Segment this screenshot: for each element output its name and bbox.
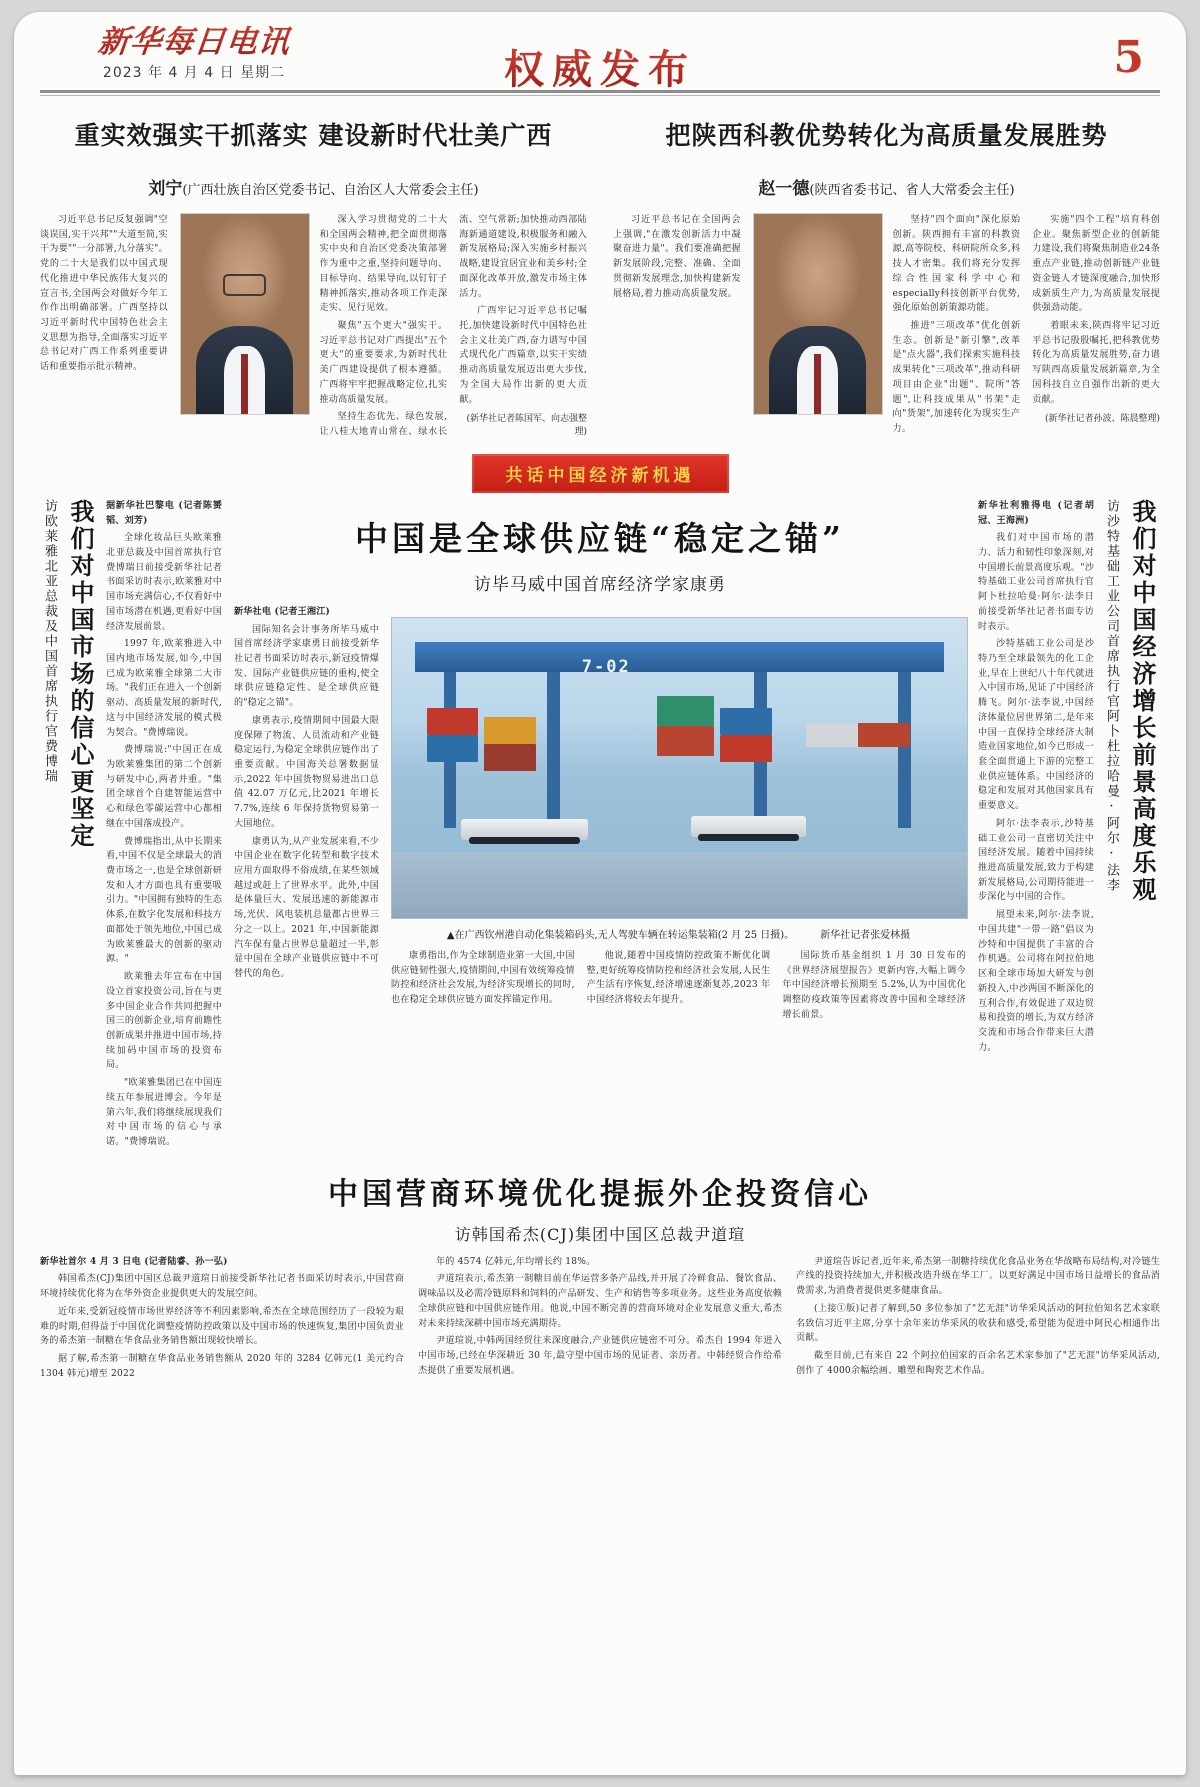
article-credit: (新华社记者孙波、陈晨整理) [1044,414,1160,425]
feature-column-1 [234,605,379,1023]
container-box [427,735,479,762]
paragraph: 1997 年,欧莱雅进入中国内地市场发展,如今,中国已成为欧莱雅全球第二大市场。"我们正在进入一个创新驱动、高质量发展的新时代,这与中国经济发展的模式极为契合。"费博瑞说。 [106,639,222,738]
paragraph: 阿尔·法李表示,沙特基础工业公司一直密切关注中国经济发展。随着中国持续推进高质量发展,致力于构建新发展格局,公司期待能进一步深化与中国的合作。 [978,818,1094,903]
paragraph: 据了解,希杰第一制糖在华食品业务销售额从 2020 年的 3284 亿韩元(1 美元约合 1304 韩元)增至 2022 [40,1354,404,1379]
byline-name: 刘宁 [148,179,183,199]
port-ground [392,852,967,918]
paragraph: 习近平总书记反复强调"空谈误国,实干兴邦""大道至简,实干为要""一分部署,九分落实"。党的二十大是我们以中国式现代化推进中华民族伟大复兴的宣言书,全国两会对做好今年工作作出明确部署。广西坚持以习近平新时代中国特色社会主义思想为指导,全面落实习近平总书记对广西工作系列重要讲话和重要指示批示精神。 [40,215,168,373]
paragraph: 费博瑞说:"中国正在成为欧莱雅集团的第二个创新与研发中心,两者并重。"集团全球首个自建智能运营中心和绿色零碳运营中心都相继在中国落成投产。 [106,745,222,829]
headline-shaanxi: 把陕西科教优势转化为高质量发展胜势 [665,121,1108,150]
paragraph: 尹道瑄告诉记者,近年来,希杰第一制糖持续优化食品业务在华战略布局结构,对冷链生产线的投资持续加大,并积极改造升级在华工厂。以更好满足中国市场日益增长的食品消费需求,为消费者提供更多健康食品。 [796,1256,1160,1297]
container-box [657,696,715,726]
article-body-shaanxi [613,213,1160,437]
paragraph: 广西牢记习近平总书记嘱托,加快建设新时代中国特色社会主义壮美广西,奋力谱写中国式现代化广西篇章,以实干实绩推动高质量发展迈出更大步伐,为全国大局作出新的更大贡献。 [459,306,587,405]
bottom-column-1 [40,1255,404,1385]
byline-title: (广西壮族自治区党委书记、自治区人大常委会主任) [182,183,479,198]
sidebar-right-sabic [978,499,1160,1153]
tie-shape [814,354,822,414]
paragraph: 习近平总书记在全国两会上强调,"在激发创新活力中凝聚奋进力量"。我们要准确把握新发展阶段,完整、准确、全面贯彻新发展理念,加快构建新发展格局,着力推动高质量发展。 [613,215,741,299]
paragraph: 康勇指出,作为全球制造业第一大国,中国供应链韧性强大,疫情期间,中国有效统筹疫情防控和经济社会发展,为经济实现增长的同时,也在稳定全球供应链方面发挥锚定作用。 [391,950,575,1005]
paragraph: 欧莱雅去年宣布在中国设立首家投资公司,旨在与更多中国企业合作共同把握中国三的创新企业,培育前瞻性创新成果并推进中国市场,持续加码中国市场的投资布局。 [106,972,222,1071]
masthead-divider-thin [40,95,1160,96]
paragraph: 截至目前,已有来自 22 个阿拉伯国家的百余名艺术家参加了"艺无涯"访华采风活动,创作了 4000余幅绘画、雕塑和陶瓷艺术作品。 [796,1351,1160,1376]
portrait-photo-liu-ning [180,213,310,415]
article-shaanxi [613,116,1160,440]
caption-text: ▲在广西钦州港自动化集装箱码头,无人驾驶车辆在转运集装箱(2 月 25 日摄)。 [446,929,795,941]
agv-vehicle [691,816,806,837]
paragraph: 费博瑞指出,从中长期来看,中国不仅是全球最大的消费市场之一,也是全球创新研发和人才方面也具有重要吸引力。"中国拥有独特的生态体系,在数字化发展和科技方面都处于领先地位,中国已成为欧莱雅最大的创新的驱动源。" [106,836,222,965]
sidebar-right-lead: 新华社利雅得电 (记者胡冠、王海洲) [978,499,1094,526]
paragraph: 坚持"四个面向"深化原始创新。陕西拥有丰富的科教资源,高等院校、科研院所众多,科技人才密集。我们将充分发挥综合性国家科学中心和especially科技创新平台优势,强化原始创新策源功能。 [892,215,1021,314]
bottom-subhead: 访韩国希杰(CJ)集团中国区总裁尹道瑄 [454,1224,746,1244]
masthead [14,12,1186,93]
sidebar-left-subhead: 访欧莱雅北亚总裁及中国首席执行官费博瑞 [42,498,57,784]
feature-photo-block [391,605,966,1023]
paragraph: 聚焦"五个更大"强实干。习近平总书记对广西提出"五个更大"的重要要求,为新时代壮美广西建设提供了根本遵循。广西将牢牢把握战略定位,扎实推动高质量发展。 [319,321,448,405]
container-box [427,708,479,735]
portrait-photo-zhao-yide [753,213,883,415]
paragraph: 沙特基础工业公司是沙特乃至全球最领先的化工企业,早在上世纪八十年代就进入中国市场,见证了中国经济腾飞。阿尔·法李说,中国经济体量位居世界第二,是年来中国一直保持全球经济大制造业国家地位,如今已形成一套全面贯通上下游的完整工业供应链体系。中国经济的稳定和发展对其他国家具有重要意义。 [978,639,1094,812]
paragraph: 全球化妆品巨头欧莱雅北亚总裁及中国首席执行官费博瑞日前接受新华社记者书面采访时表示,欧莱雅对中国市场充满信心,不仅看好中国市场潜在机遇,更看好中国经济发展前景。 [106,533,222,632]
photo-qinzhou-port [391,617,968,919]
page-number: 5 [1113,32,1144,83]
container-box [484,744,536,771]
paragraph: 康勇认为,从产业发展来看,不少中国企业在数字化转型和数字技术应用方面取得不俗成绩,在某些领域越过或赶上了世界水平。此外,中国是体量巨大、发展迅速的新能源市场,光伏、风电装机总量都占世界三分之一以上。2021 年,中国新能源汽车保有量占世界总量超过一半,彰显中国在全球产业链供应链中不可替代的角色。 [234,836,380,980]
byline-guangxi [40,174,587,199]
feature-main [234,499,966,1153]
paragraph: 尹道瑄说,中韩两国经贸往来深度融合,产业链供应链密不可分。希杰自 1994 年进入中国市场,已经在华深耕近 30 年,最守望中国市场的见证者、亲历者。中韩经贸合作给希杰提供了重要发展机遇。 [418,1336,782,1376]
paragraph: (上接①版)记者了解到,50 多位参加了"艺无涯"访华采风活动的阿拉伯知名艺术家联名致信习近平主席,分享十余年来访华采风的收获和感受,希望能为促进中阿民心相通作出贡献。 [796,1303,1160,1344]
headline-guangxi: 重实效强实干抓落实 建设新时代壮美广西 [74,121,553,150]
sidebar-left-headline: 我们对中国市场的信心更坚定 [66,498,95,850]
container-box [720,708,772,735]
photographer-credit: 新华社记者张爱林摄 [820,929,911,941]
paragraph: 国际货币基金组织 1 月 30 日发布的《世界经济展望报告》更新内容,大幅上调今年中国经济增长预期至 5.2%,认为中国优化调整防疫政策等因素将改善中国和全球经济增长前景。 [782,950,966,1020]
container-box [484,717,536,744]
feature-banner-wrap [40,454,1160,493]
bottom-column-2 [418,1255,782,1385]
paragraph: 他说,随着中国疫情防控政策不断优化调整,更好统筹疫情防控和经济社会发展,人民生产生活有序恢复,经济增速逐渐复苏,2023 年中国经济将较去年提升。 [586,950,771,1005]
sidebar-left-euro [40,499,222,1153]
container-box [720,735,772,762]
paragraph: 国际知名会计事务所毕马威中国首席经济学家康勇日前接受新华社记者书面采访时表示,新冠疫情爆发、国际产业链供应链的重构,使全球供应链稳定性、是全球供应链的"稳定之锚"。 [234,624,379,709]
sidebar-left-lead: 据新华社巴黎电 (记者陈赟韬、刘芳) [106,499,222,526]
container-box [806,723,858,747]
byline-title: (陕西省委书记、省人大常委会主任) [809,183,1015,198]
feature-col1-lead: 新华社电 (记者王湘江) [234,605,331,617]
glasses-icon [223,274,266,296]
paragraph: 推进"三项改革"优化创新生态。创新是"新引擎",改革是"点火器",我们探索实施科技成果转化"三项改革",推动科研项目由企业"出题"、院所"答题",让科技成果从"书架"走向"货架",加速转化为现实生产力。 [892,321,1021,435]
article-guangxi [40,116,587,440]
paragraph: 康勇表示,疫情期间中国最大限度保障了物流、人员流动和产业链稳定运行,为稳定全球供应链作出了重要贡献。中国海关总署数据显示,2022 年中国货物贸易进出口总值 42.07 万亿元,比2021 年增长 7.7%,连续 6 年保持货物贸易第一大国地位。 [234,715,379,829]
article-body-guangxi [40,213,587,440]
feature-section [40,499,1160,1153]
paragraph: 近年来,受新冠疫情市场世界经济等不利因素影响,希杰在全球范围经历了一段较为艰难的时期,但得益于中国优化调整疫情防控政策以及中国市场的快速恢复,集团中国负责业务的希杰第一制糖在华食品业务销售额出现较快增长。 [40,1306,404,1347]
bottom-body [40,1255,1160,1385]
bottom-lead: 新华社首尔 4 月 3 日电 (记者陆睿、孙一弘) [40,1255,228,1267]
container-box [657,726,715,756]
crane-number-label: 7-02 [581,656,631,677]
paragraph: 年的 4574 亿韩元,年均增长约 18%。 [436,1256,596,1267]
feature-banner-label: 共话中国经济新机遇 [472,454,729,493]
newspaper-page [14,12,1186,1775]
container-box [858,723,910,747]
paragraph: 尹道瑄表示,希杰第一制糖目前在华运营多条产品线,并开展了冷鲜食品、餐饮食品、调味品以及必需冷链原料和饲料的产品研发、生产和销售等多项业务。这些业务高度依赖全球供应链和中国供应链作用。他说,中国不断完善的营商环境对企业发展意义重大,希杰对未来持续深耕中国市场充满期待。 [418,1274,782,1329]
section-title: 权威发布 [14,38,1186,95]
article-cj-group [40,1169,1160,1385]
article-credit: (新华社记者陈国军、向志强整理) [466,414,587,438]
paragraph: 展望未来,阿尔·法李说,中国共建"一带一路"倡议为沙特和中国提供了丰富的合作机遇。公司将在阿拉伯地区和全球市场加大研发与创新投入,中沙两国不断深化的互利合作,有效促进了双边贸易和投资的增长,为双方经济交流和市场合作带来巨大潜力。 [978,910,1094,1053]
bottom-column-3 [796,1255,1160,1385]
feature-headline: 中国是全球供应链“稳定之锚” [355,518,845,558]
paragraph: 坚持生态优先、绿色发展,让八桂大地青山常在、绿水长流、空气常新;加快推动西部陆海新通道建设,积极服务和融入新发展格局;深入实施乡村振兴战略,建设宜居宜业和美乡村;全面深化改革开放,激发市场主体活力。 [319,215,587,438]
crane-leg [898,672,911,828]
sidebar-right-headline: 我们对中国经济增长前景高度乐观 [1128,498,1157,904]
paragraph: 韩国希杰(CJ)集团中国区总裁尹道瑄日前接受新华社记者书面采访时表示,中国营商环境持续优化将为在华外资企业提供更大的发展空间。 [40,1274,404,1300]
byline-shaanxi [613,174,1160,199]
top-articles [40,116,1160,440]
byline-name: 赵一德 [758,179,810,199]
photo-caption [391,926,966,941]
agv-vehicle [461,819,588,840]
sidebar-right-subhead: 访沙特基础工业公司首席执行官阿卜杜拉哈曼·阿尔·法李 [1104,498,1119,893]
paragraph: "欧莱雅集团已在中国连续五年参展进博会。今年是第六年,我们将继续展现我们对中国市场的信心与承诺。"费博瑞说。 [106,1078,222,1147]
feature-subhead: 访毕马威中国首席经济学家康勇 [474,574,726,595]
paragraph: 实施"四个工程"培育科创企业。聚焦新型企业的创新能力建设,我们将聚焦制造业24条重点产业链,推动创新链产业链资金链人才链深度融合,加快形成新质生产力,为高质量发展提供强劲动能。 [1032,215,1160,314]
crane-beam [415,642,944,672]
paragraph: 着眼未来,陕西将牢记习近平总书记殷殷嘱托,把科教优势转化为高质量发展胜势,奋力谱写陕西高质量发展新篇章,为全国科技自立自强作出新的更大贡献。 [1032,321,1160,405]
tie-shape [241,354,249,414]
crane-leg [547,672,560,828]
paragraph: 深入学习贯彻党的二十大和全国两会精神,把全面贯彻落实中央和自治区党委决策部署作为重中之重,坚持问题导向、目标导向、结果导向,以钉钉子精神抓落实,推动各项工作走深走实、见行见效。 [319,215,448,314]
feature-lower-text [391,949,966,1023]
bottom-headline: 中国营商环境优化提振外企投资信心 [328,1176,872,1212]
paragraph: 我们对中国市场的潜力、活力和韧性印象深刻,对中国增长前景高度乐观。"沙特基础工业公司首席执行官阿卜杜拉哈曼·阿尔·法李日前接受新华社记者书面专访时表示。 [978,533,1094,632]
